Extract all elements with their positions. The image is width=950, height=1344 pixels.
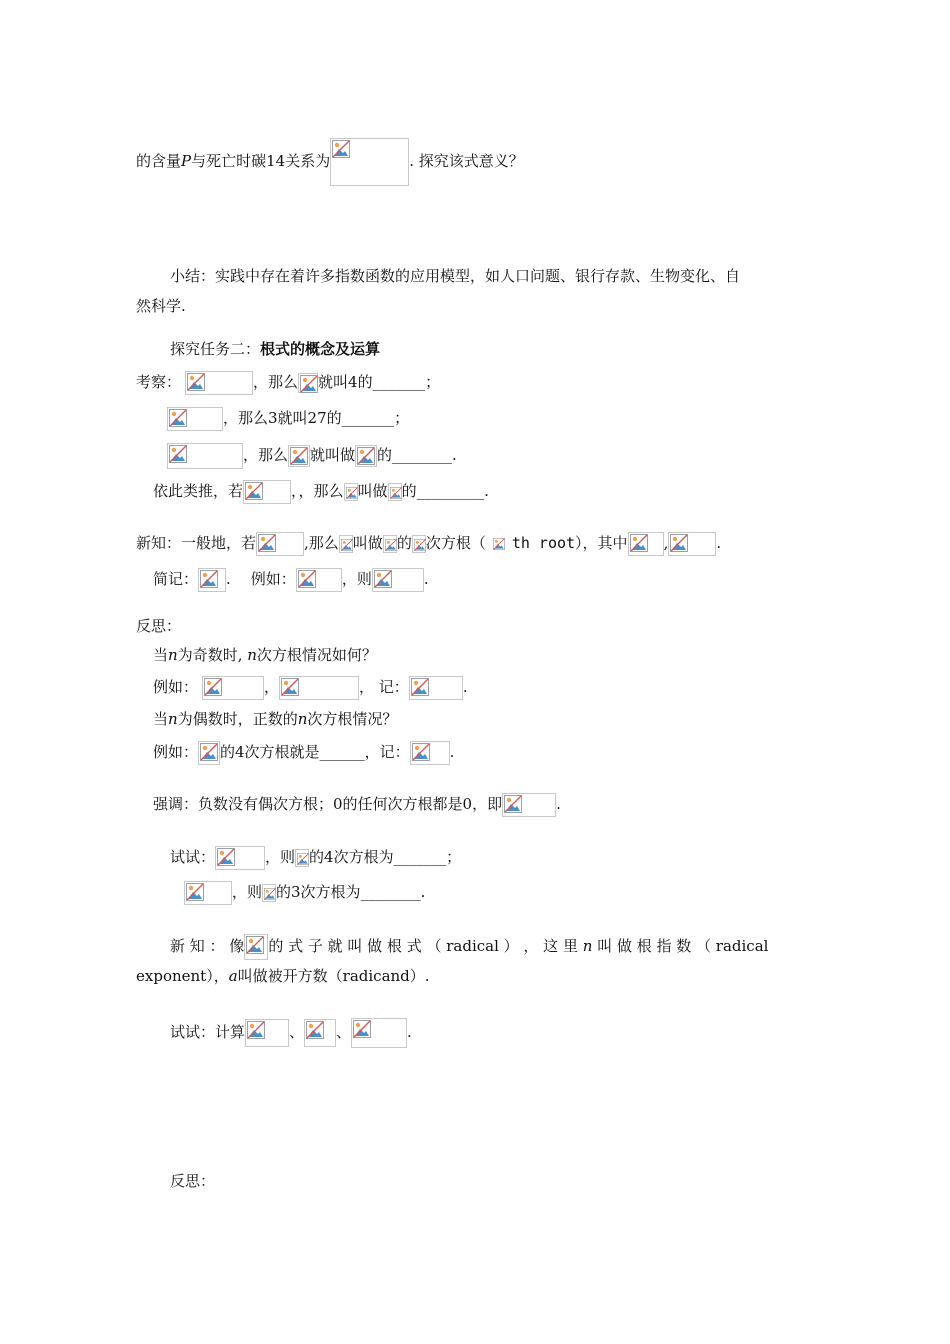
formula-image-icon: [198, 741, 220, 765]
formula-image-icon: [383, 535, 397, 553]
reflect-label-2: 反思：: [170, 1172, 216, 1190]
formula-image-icon: [492, 535, 506, 553]
formula-image-icon: [202, 676, 264, 700]
formula-image-icon: [409, 676, 463, 700]
formula-image-icon: [355, 445, 377, 467]
intro-line: 的含量P与死亡时碳14关系为 . 探究该式意义？: [136, 138, 524, 186]
formula-image-icon: [502, 793, 556, 817]
emphasis-line: 强调：负数没有偶次方根；0的任何次方根都是0，即 .: [153, 793, 561, 817]
observe-row-3: ，那么 就叫做 的________.: [167, 443, 457, 469]
formula-image-icon: [304, 1019, 336, 1047]
reflect-odd-question: 当n为奇数时, n次方根情况如何？: [153, 646, 377, 664]
formula-image-icon: [279, 676, 359, 700]
formula-image-icon: [628, 532, 664, 556]
try-calculate-line: 试试：计算 、 、 .: [170, 1018, 412, 1048]
task2-heading: 探究任务二：根式的概念及运算: [170, 340, 381, 358]
radical-definition-line-1: 新 知 ： 像 的 式 子 就 叫 做 根 式 （ radical ） ， 这 里 n 叫 做 根 指 数 （ radical: [170, 934, 768, 960]
formula-image-icon: [185, 371, 253, 395]
formula-image-icon: [167, 443, 243, 469]
summary-line-1: 小结：实践中存在着许多指数函数的应用模型，如人口问题、银行存款、生物变化、自: [170, 267, 741, 285]
formula-image-icon: [295, 849, 309, 867]
formula-image-icon: [412, 535, 426, 553]
formula-image-icon: [167, 407, 223, 431]
try-line-2: ，则 的3次方根为________.: [184, 881, 425, 905]
try-line-1: 试试： ，则 的4次方根为_______；: [170, 846, 461, 870]
new-knowledge-line: 新知：一般地，若 ,那么 叫做 的 次方根（ th root），其中 , .: [136, 532, 721, 556]
formula-image-icon: [243, 480, 291, 504]
formula-image-icon: [344, 483, 358, 501]
formula-image-icon: [296, 568, 342, 592]
formula-image-icon: [330, 138, 409, 186]
observe-row-1: 考察： ，那么 就叫4的_______；: [136, 371, 440, 395]
formula-image-icon: [288, 445, 310, 467]
formula-image-icon: [198, 568, 226, 592]
formula-image-icon: [351, 1018, 407, 1048]
formula-image-icon: [410, 741, 450, 765]
formula-image-icon: [298, 373, 318, 393]
observe-row-4: 依此类推，若 ，，那么 叫做 的_________.: [153, 480, 489, 504]
formula-image-icon: [262, 884, 276, 902]
reflect-even-question: 当n为偶数时，正数的n次方根情况？: [153, 710, 398, 728]
radical-definition-line-2: exponent），a叫做被开方数（radicand）.: [136, 967, 430, 985]
formula-image-icon: [388, 483, 402, 501]
summary-line-2: 然科学.: [136, 297, 186, 315]
reflect-label: 反思：: [136, 617, 182, 635]
formula-image-icon: [372, 568, 424, 592]
formula-image-icon: [184, 881, 232, 905]
formula-image-icon: [244, 934, 268, 960]
reflect-even-example: 例如： 的4次方根就是______，记： .: [153, 741, 454, 765]
formula-image-icon: [245, 1019, 289, 1047]
formula-image-icon: [339, 535, 353, 553]
observe-row-2: ，那么3就叫27的_______；: [167, 407, 409, 431]
formula-image-icon: [215, 846, 265, 870]
formula-image-icon: [256, 532, 304, 556]
reflect-odd-example: 例如： ， ， 记： .: [153, 676, 468, 700]
short-form-line: 简记： . 例如： ，则 .: [153, 568, 429, 592]
formula-image-icon: [668, 532, 716, 556]
